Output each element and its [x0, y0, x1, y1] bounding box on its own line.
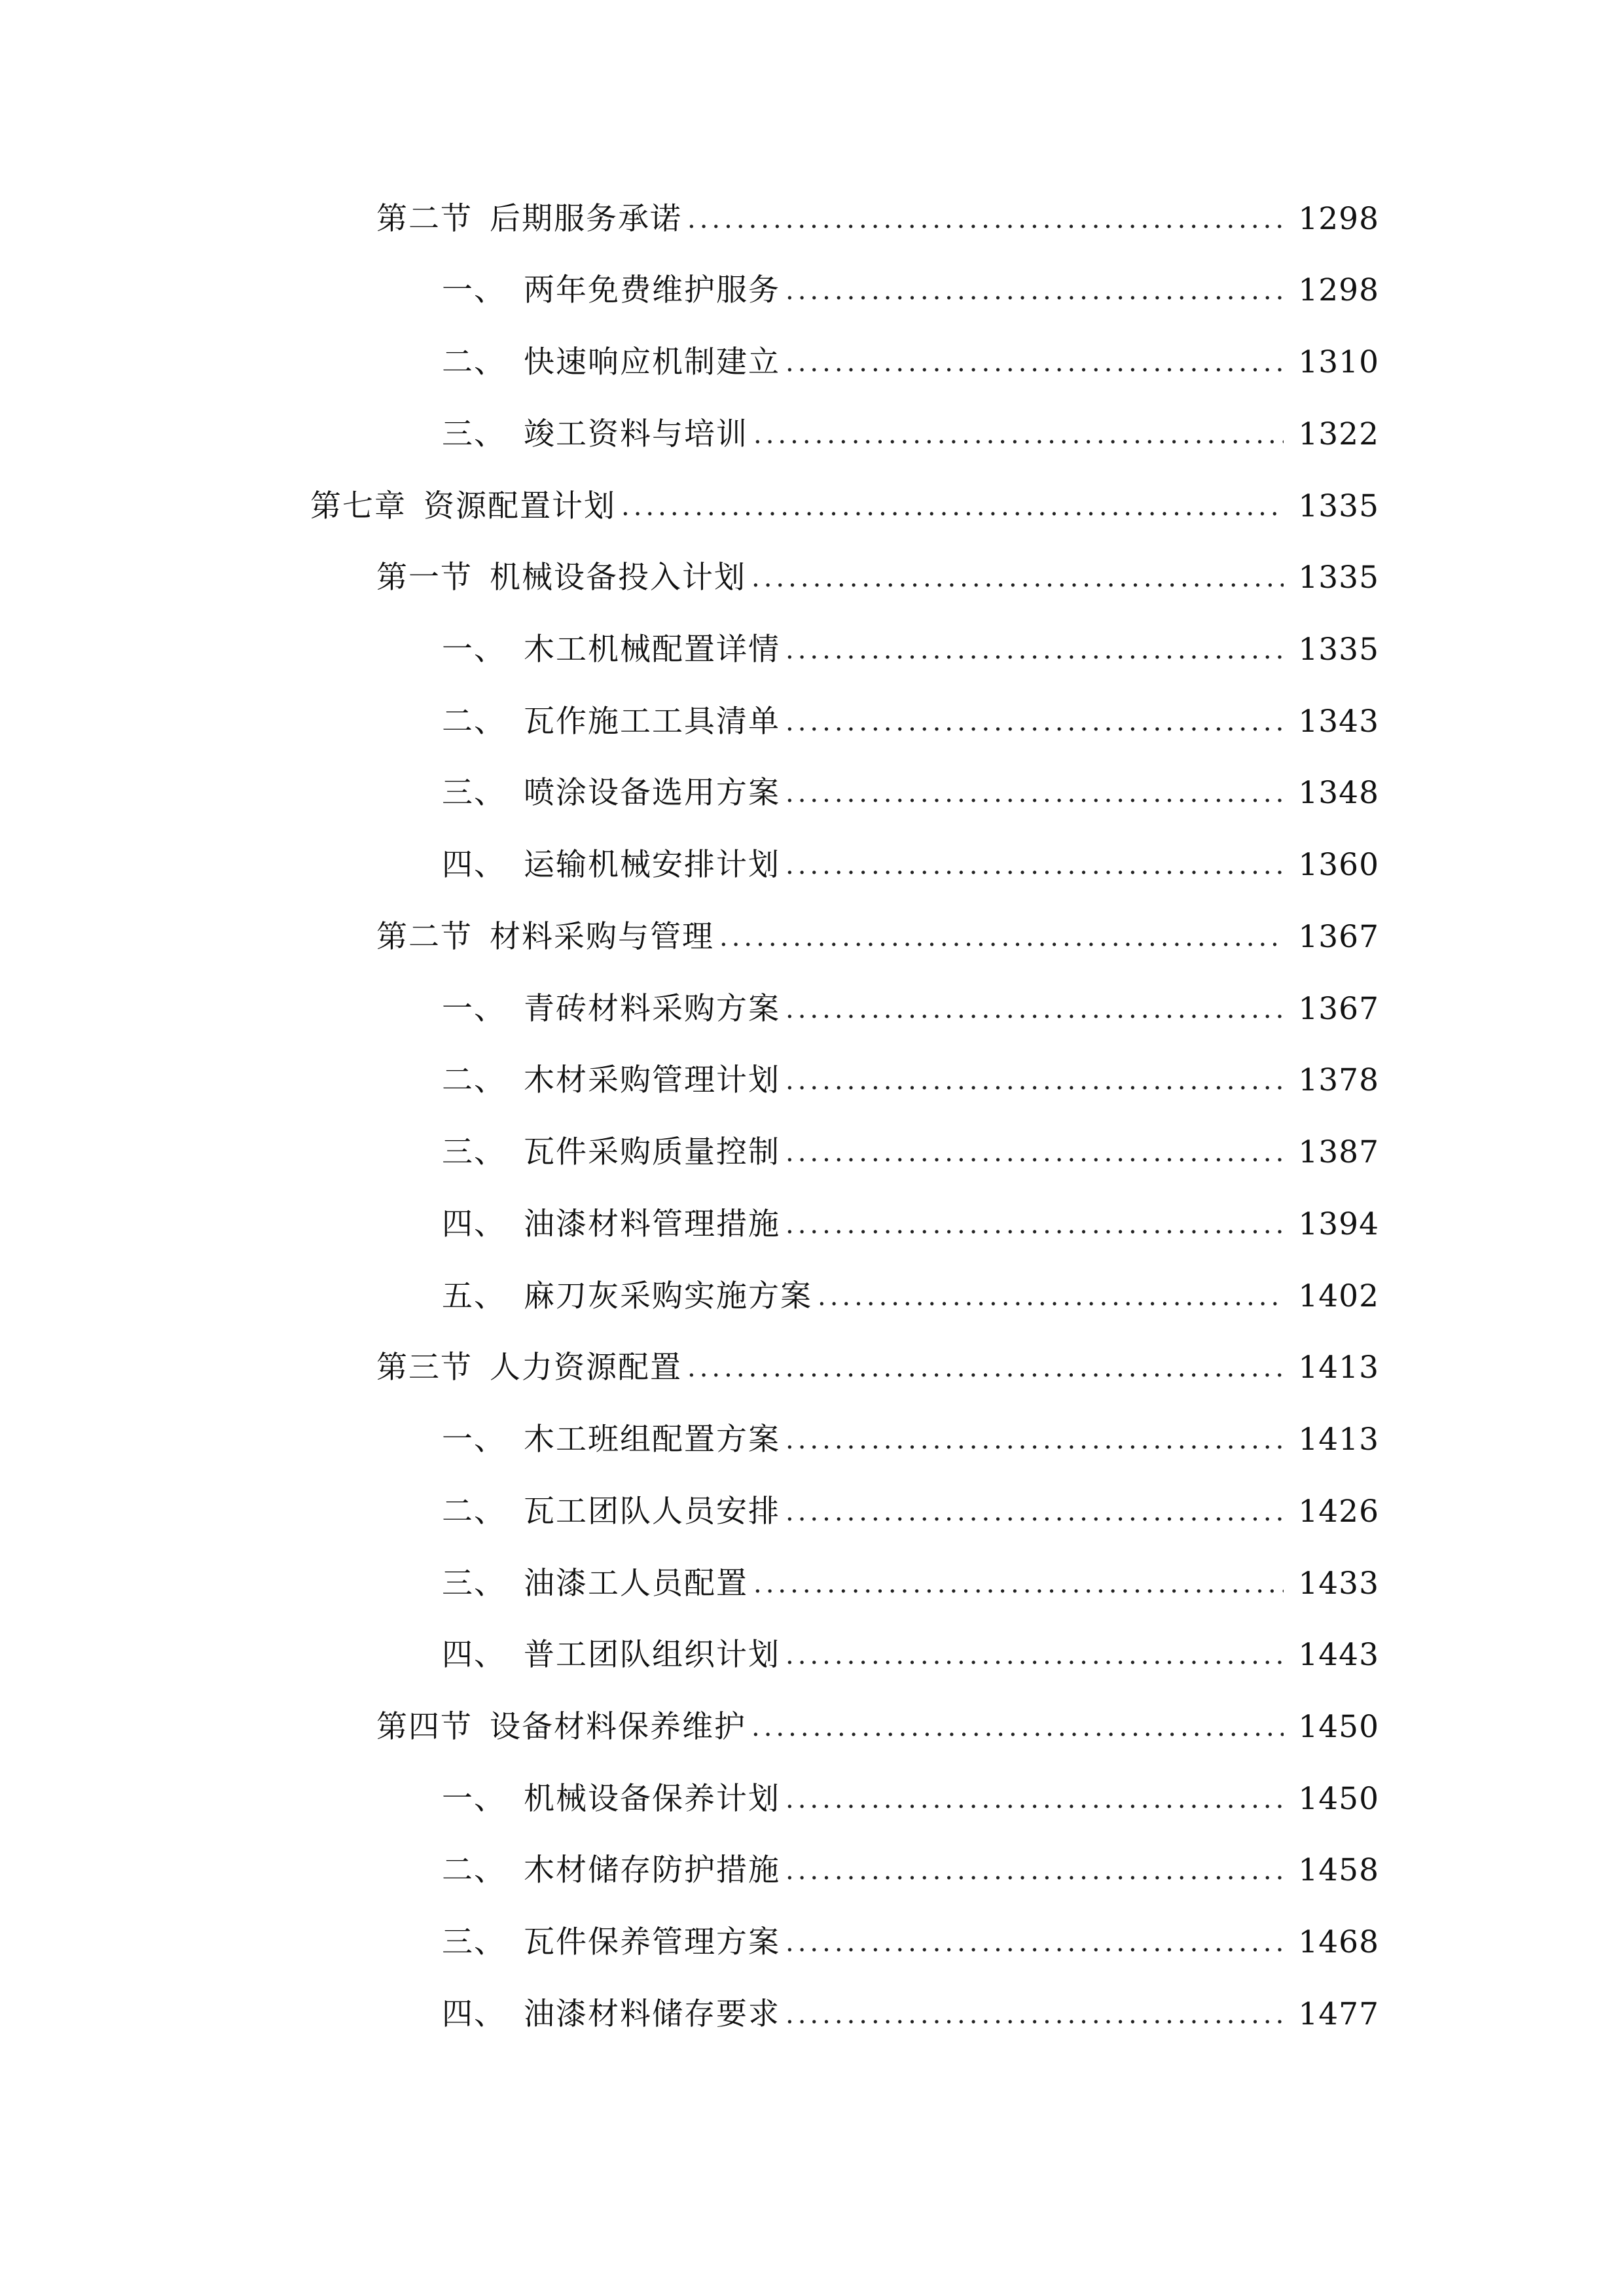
- toc-entry-prefix: 三、: [442, 416, 506, 452]
- toc-entry-title: 资源配置计划: [424, 488, 616, 524]
- toc-entry-subsection[interactable]: [442, 1773, 1379, 1825]
- toc-entry-title: 油漆材料管理措施: [524, 1206, 780, 1242]
- toc-entry-subsection[interactable]: [442, 1414, 1379, 1466]
- toc-entry-page-number: 1335: [1298, 560, 1379, 596]
- toc-entry-page-number: 1443: [1298, 1637, 1379, 1673]
- toc-entry-page-number: 1394: [1298, 1206, 1379, 1242]
- toc-dot-leader: [785, 1916, 1284, 1969]
- toc-entry-title: 设备材料保养维护: [490, 1709, 746, 1745]
- toc-entry-page-number: 1468: [1298, 1924, 1379, 1960]
- toc-entry-title: 运输机械安排计划: [524, 847, 780, 883]
- toc-entry-section[interactable]: [376, 1342, 1379, 1394]
- toc-dot-leader: [785, 264, 1284, 317]
- toc-entry-page-number: 1450: [1298, 1781, 1379, 1817]
- toc-entry-prefix: 第一节: [376, 560, 473, 596]
- toc-entry-subsection[interactable]: [442, 1916, 1379, 1969]
- toc-entry-prefix: 一、: [442, 272, 506, 308]
- toc-entry-section[interactable]: [376, 193, 1379, 245]
- toc-entry-subsection[interactable]: [442, 1198, 1379, 1251]
- toc-entry-prefix: 二、: [442, 1062, 506, 1098]
- toc-dot-leader: [785, 767, 1284, 819]
- toc-entry-prefix: 三、: [442, 1924, 506, 1960]
- toc-entry-page-number: 1322: [1298, 416, 1379, 452]
- toc-entry-page-number: 1458: [1298, 1852, 1379, 1888]
- toc-entry-page-number: 1387: [1298, 1134, 1379, 1170]
- toc-entry-prefix: 二、: [442, 344, 506, 380]
- toc-entry-page-number: 1477: [1298, 1996, 1379, 2032]
- toc-entry-prefix: 二、: [442, 1852, 506, 1888]
- toc-entry-prefix: 四、: [442, 847, 506, 883]
- toc-entry-title: 木材储存防护措施: [524, 1852, 780, 1888]
- toc-entry-title: 瓦件采购质量控制: [524, 1134, 780, 1170]
- toc-entry-subsection[interactable]: [442, 1558, 1379, 1610]
- toc-entry-prefix: 第二节: [376, 201, 473, 237]
- toc-dot-leader: [785, 1988, 1284, 2041]
- toc-entry-title: 机械设备投入计划: [490, 560, 746, 596]
- toc-entry-prefix: 三、: [442, 775, 506, 811]
- toc-entry-page-number: 1413: [1298, 1422, 1379, 1458]
- toc-dot-leader: [687, 193, 1284, 245]
- toc-dot-leader: [751, 1701, 1284, 1753]
- toc-entry-title: 青砖材料采购方案: [524, 991, 780, 1027]
- toc-entry-page-number: 1298: [1298, 272, 1379, 308]
- toc-entry-page-number: 1298: [1298, 201, 1379, 237]
- toc-entry-subsection[interactable]: [442, 1486, 1379, 1538]
- toc-entry-title: 材料采购与管理: [490, 919, 714, 955]
- toc-dot-leader: [785, 1054, 1284, 1107]
- toc-entry-page-number: 1343: [1298, 704, 1379, 740]
- toc-entry-title: 瓦工团队人员安排: [524, 1494, 780, 1530]
- toc-entry-subsection[interactable]: [442, 767, 1379, 819]
- toc-entry-title: 喷涂设备选用方案: [524, 775, 780, 811]
- toc-entry-title: 木工机械配置详情: [524, 632, 780, 668]
- toc-entry-subsection[interactable]: [442, 264, 1379, 317]
- toc-entry-prefix: 第三节: [376, 1350, 473, 1386]
- toc-entry-page-number: 1335: [1298, 488, 1379, 524]
- toc-entry-title: 油漆工人员配置: [524, 1566, 748, 1602]
- toc-dot-leader: [818, 1270, 1284, 1323]
- toc-entry-title: 木材采购管理计划: [524, 1062, 780, 1098]
- toc-entry-prefix: 四、: [442, 1206, 506, 1242]
- toc-entry-subsection[interactable]: [442, 1126, 1379, 1179]
- toc-entry-prefix: 第四节: [376, 1709, 473, 1745]
- toc-dot-leader: [785, 1414, 1284, 1466]
- toc-entry-page-number: 1348: [1298, 775, 1379, 811]
- toc-dot-leader: [751, 552, 1284, 604]
- toc-dot-leader: [785, 1198, 1284, 1251]
- toc-entry-subsection[interactable]: [442, 1629, 1379, 1681]
- toc-dot-leader: [719, 911, 1284, 963]
- toc-entry-prefix: 二、: [442, 1494, 506, 1530]
- toc-dot-leader: [785, 839, 1284, 891]
- toc-entry-page-number: 1426: [1298, 1494, 1379, 1530]
- toc-dot-leader: [785, 1629, 1284, 1681]
- toc-entry-prefix: 一、: [442, 632, 506, 668]
- toc-dot-leader: [621, 480, 1284, 533]
- toc-entry-page-number: 1378: [1298, 1062, 1379, 1098]
- toc-entry-page-number: 1367: [1298, 991, 1379, 1027]
- toc-dot-leader: [785, 624, 1284, 676]
- toc-entry-prefix: 一、: [442, 1781, 506, 1817]
- toc-entry-section[interactable]: [376, 911, 1379, 963]
- toc-entry-page-number: 1433: [1298, 1566, 1379, 1602]
- toc-entry-chapter[interactable]: [310, 480, 1379, 533]
- toc-entry-title: 油漆材料储存要求: [524, 1996, 780, 2032]
- toc-entry-prefix: 四、: [442, 1637, 506, 1673]
- toc-entry-page-number: 1402: [1298, 1278, 1379, 1314]
- toc-entry-title: 机械设备保养计划: [524, 1781, 780, 1817]
- toc-entry-title: 木工班组配置方案: [524, 1422, 780, 1458]
- toc-entry-title: 竣工资料与培训: [524, 416, 748, 452]
- toc-entry-title: 快速响应机制建立: [524, 344, 780, 380]
- toc-dot-leader: [785, 1773, 1284, 1825]
- toc-entry-prefix: 三、: [442, 1566, 506, 1602]
- toc-dot-leader: [785, 983, 1284, 1035]
- toc-entry-prefix: 三、: [442, 1134, 506, 1170]
- toc-entry-subsection[interactable]: [442, 624, 1379, 676]
- toc-entry-page-number: 1413: [1298, 1350, 1379, 1386]
- toc-entry-subsection[interactable]: [442, 1988, 1379, 2041]
- toc-entry-prefix: 二、: [442, 704, 506, 740]
- toc-entry-title: 瓦件保养管理方案: [524, 1924, 780, 1960]
- toc-dot-leader: [785, 1844, 1284, 1897]
- toc-entry-page-number: 1310: [1298, 344, 1379, 380]
- toc-entry-prefix: 一、: [442, 1422, 506, 1458]
- toc-entry-subsection[interactable]: [442, 696, 1379, 748]
- toc-entry-subsection[interactable]: [442, 839, 1379, 891]
- toc-entry-page-number: 1367: [1298, 919, 1379, 955]
- toc-dot-leader: [785, 696, 1284, 748]
- toc-entry-prefix: 五、: [442, 1278, 506, 1314]
- toc-dot-leader: [753, 1558, 1284, 1610]
- toc-entry-prefix: 四、: [442, 1996, 506, 2032]
- toc-entry-title: 人力资源配置: [490, 1350, 682, 1386]
- toc-entry-prefix: 第七章: [310, 488, 406, 524]
- toc-dot-leader: [785, 1486, 1284, 1538]
- toc-entry-subsection[interactable]: [442, 336, 1379, 389]
- toc-entry-subsection[interactable]: [442, 1844, 1379, 1897]
- toc-entry-prefix: 一、: [442, 991, 506, 1027]
- toc-entry-title: 普工团队组织计划: [524, 1637, 780, 1673]
- toc-entry-page-number: 1335: [1298, 632, 1379, 668]
- toc-entry-page-number: 1360: [1298, 847, 1379, 883]
- toc-entry-subsection[interactable]: [442, 983, 1379, 1035]
- toc-entry-subsection[interactable]: [442, 1270, 1379, 1323]
- toc-entry-title: 两年免费维护服务: [524, 272, 780, 308]
- toc-entry-title: 后期服务承诺: [490, 201, 682, 237]
- toc-dot-leader: [785, 336, 1284, 389]
- toc-entry-section[interactable]: [376, 552, 1379, 604]
- toc-entry-page-number: 1450: [1298, 1709, 1379, 1745]
- toc-entry-title: 瓦作施工工具清单: [524, 704, 780, 740]
- toc-entry-prefix: 第二节: [376, 919, 473, 955]
- toc-dot-leader: [687, 1342, 1284, 1394]
- toc-entry-subsection[interactable]: [442, 1054, 1379, 1107]
- toc-dot-leader: [753, 408, 1284, 461]
- toc-entry-title: 麻刀灰采购实施方案: [524, 1278, 812, 1314]
- toc-dot-leader: [785, 1126, 1284, 1179]
- toc-entry-section[interactable]: [376, 1701, 1379, 1753]
- toc-entry-subsection[interactable]: [442, 408, 1379, 461]
